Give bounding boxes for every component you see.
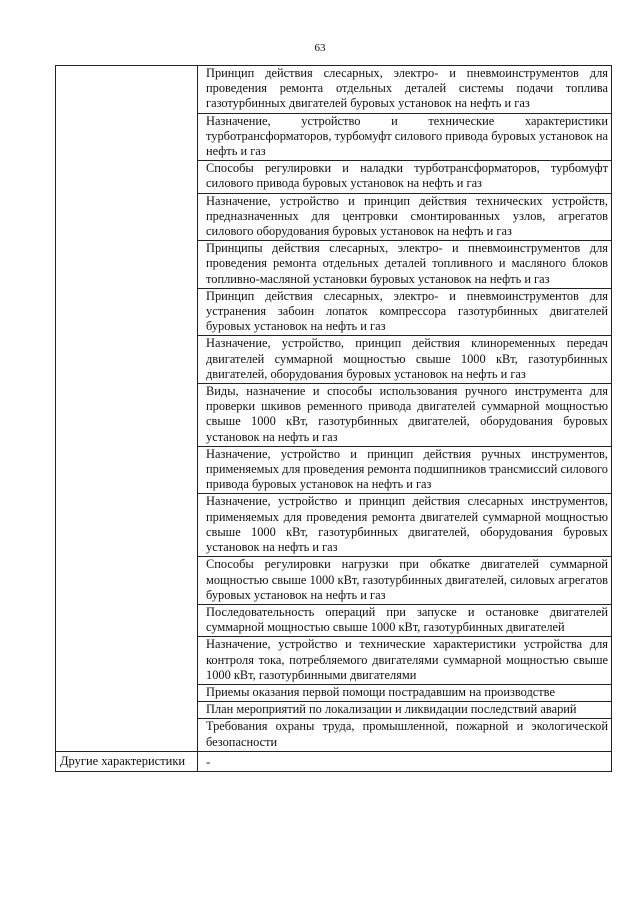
knowledge-item: Назначение, устройство и принцип действия технических устройств, предназначенных для центровки смонтированных узлов, агрегатов силового оборудования буровых установок на нефть и газ [198,194,611,242]
knowledge-item: Принципы действия слесарных, электро- и пневмоинструментов для проведения ремонта отдельных деталей топливного и масляного блоков топливно-масляной установки буровых установок на нефть и газ [198,241,611,289]
other-characteristics-value-cell [198,751,612,771]
knowledge-item: Способы регулировки и наладки турботрансформаторов, турбомуфт силового привода буровых установок на нефть и газ [198,161,611,193]
knowledge-item: Принцип действия слесарных, электро- и пневмоинструментов для устранения забоин лопаток компрессора газотурбинных двигателей буровых установок на нефть и газ [198,289,611,337]
knowledge-label-cell [56,66,198,752]
other-characteristics-value: - [206,753,211,769]
knowledge-item: Назначение, устройство и технические характеристики устройства для контроля тока, потребляемого двигателями суммарной мощностью свыше 1000 кВт, газотурбинными двигателями [198,637,611,685]
knowledge-item: Требования охраны труда, промышленной, пожарной и экологической безопасности [206,719,608,749]
knowledge-item: Назначение, устройство и принцип действия слесарных инструментов, применяемых для проведения ремонта двигателей суммарной мощностью свыше 1000 кВт, газотурбинных двигателей, оборудования буровых установок на нефть и газ [198,494,611,557]
knowledge-item: Принцип действия слесарных, электро- и пневмоинструментов для проведения ремонта отдельных деталей системы подачи топлива газотурбинных двигателей буровых установок на нефть и газ [198,66,611,114]
page-number: 63 [314,42,326,54]
knowledge-item: Виды, назначение и способы использования ручного инструмента для проверки шкивов ременного привода двигателей суммарной мощностью свыше 1000 кВт, газотурбинных двигателей, оборудования буровых установок на нефть и газ [198,384,611,447]
knowledge-item: Назначение, устройство и принцип действия ручных инструментов, применяемых для проведения ремонта подшипников трансмиссий силового привода буровых установок на нефть и газ [198,447,611,495]
knowledge-item: Назначение, устройство, принцип действия клиноременных передач двигателей суммарной мощностью свыше 1000 кВт, газотурбинных двигателей, оборудования буровых установок на нефть и газ [198,336,611,384]
other-characteristics-label-cell [56,751,198,771]
knowledge-row [56,66,612,752]
knowledge-item: Последовательность операций при запуске и остановке двигателей суммарной мощностью свыше 1000 кВт, газотурбинных двигателей [198,605,611,637]
knowledge-item: Способы регулировки нагрузки при обкатке двигателей суммарной мощностью свыше 1000 кВт, газотурбинных двигателей, силовых агрегатов буровых установок на нефть и газ [198,557,611,605]
requirements-table [55,65,612,772]
knowledge-item: Назначение, устройство и технические характеристики турботрансформаторов, турбомуфт силового привода буровых установок на нефть и газ [198,114,611,162]
knowledge-item: План мероприятий по локализации и ликвидации последствий аварий [198,702,611,719]
other-characteristics-label: Другие характеристики [60,753,186,768]
other-characteristics-row [56,751,612,771]
knowledge-item: Приемы оказания первой помощи пострадавшим на производстве [198,685,611,702]
knowledge-items-cell [198,66,612,752]
